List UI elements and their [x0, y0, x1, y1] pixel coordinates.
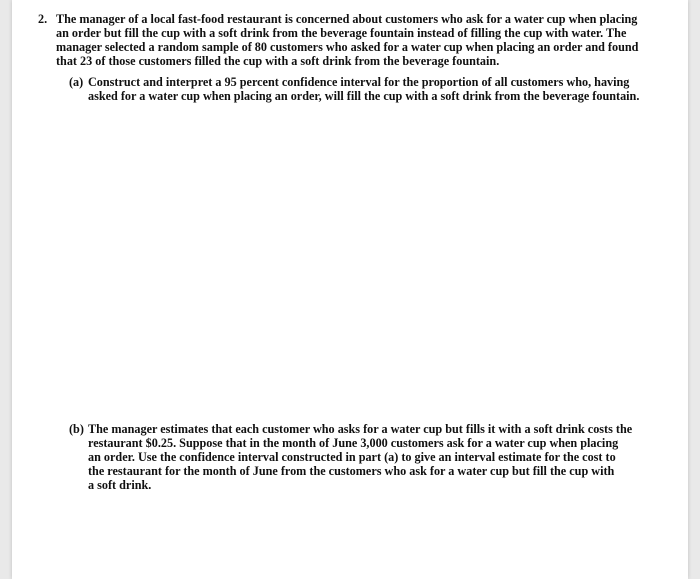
- question-number: 2.: [38, 12, 48, 26]
- part-a-line: Construct and interpret a 95 percent confidence interval for the proportion of all customers who, having: [88, 75, 630, 89]
- question-line: The manager of a local fast-food restaurant is concerned about customers who ask for a water cup when placing: [56, 12, 638, 26]
- question-text: [56, 12, 656, 68]
- part-b-line: The manager estimates that each customer who asks for a water cup but fills it with a soft drink costs the: [88, 422, 633, 436]
- part-b-line: the restaurant for the month of June from the customers who ask for a water cup but fill the cup with: [88, 464, 615, 478]
- question-line: manager selected a random sample of 80 customers who asked for a water cup when placing an order and found: [56, 40, 639, 54]
- part-b-line: a soft drink.: [88, 478, 152, 492]
- question-2: [38, 12, 656, 68]
- part-a-label: (a): [69, 75, 84, 89]
- question-line: that 23 of those customers filled the cup with a soft drink from the beverage fountain.: [56, 54, 500, 68]
- part-a-text: [88, 75, 658, 103]
- part-b-text: [88, 422, 648, 492]
- part-b: [69, 422, 648, 492]
- part-b-line: restaurant $0.25. Suppose that in the month of June 3,000 customers ask for a water cup when placing: [88, 436, 619, 450]
- part-a: [69, 75, 658, 103]
- document-page: [12, 0, 688, 579]
- part-a-line: asked for a water cup when placing an order, will fill the cup with a soft drink from the beverage fountain.: [88, 89, 640, 103]
- question-line: an order but fill the cup with a soft drink from the beverage fountain instead of filling the cup with water. The: [56, 26, 627, 40]
- part-b-line: an order. Use the confidence interval constructed in part (a) to give an interval estimate for the cost to: [88, 450, 616, 464]
- part-b-label: (b): [69, 422, 84, 436]
